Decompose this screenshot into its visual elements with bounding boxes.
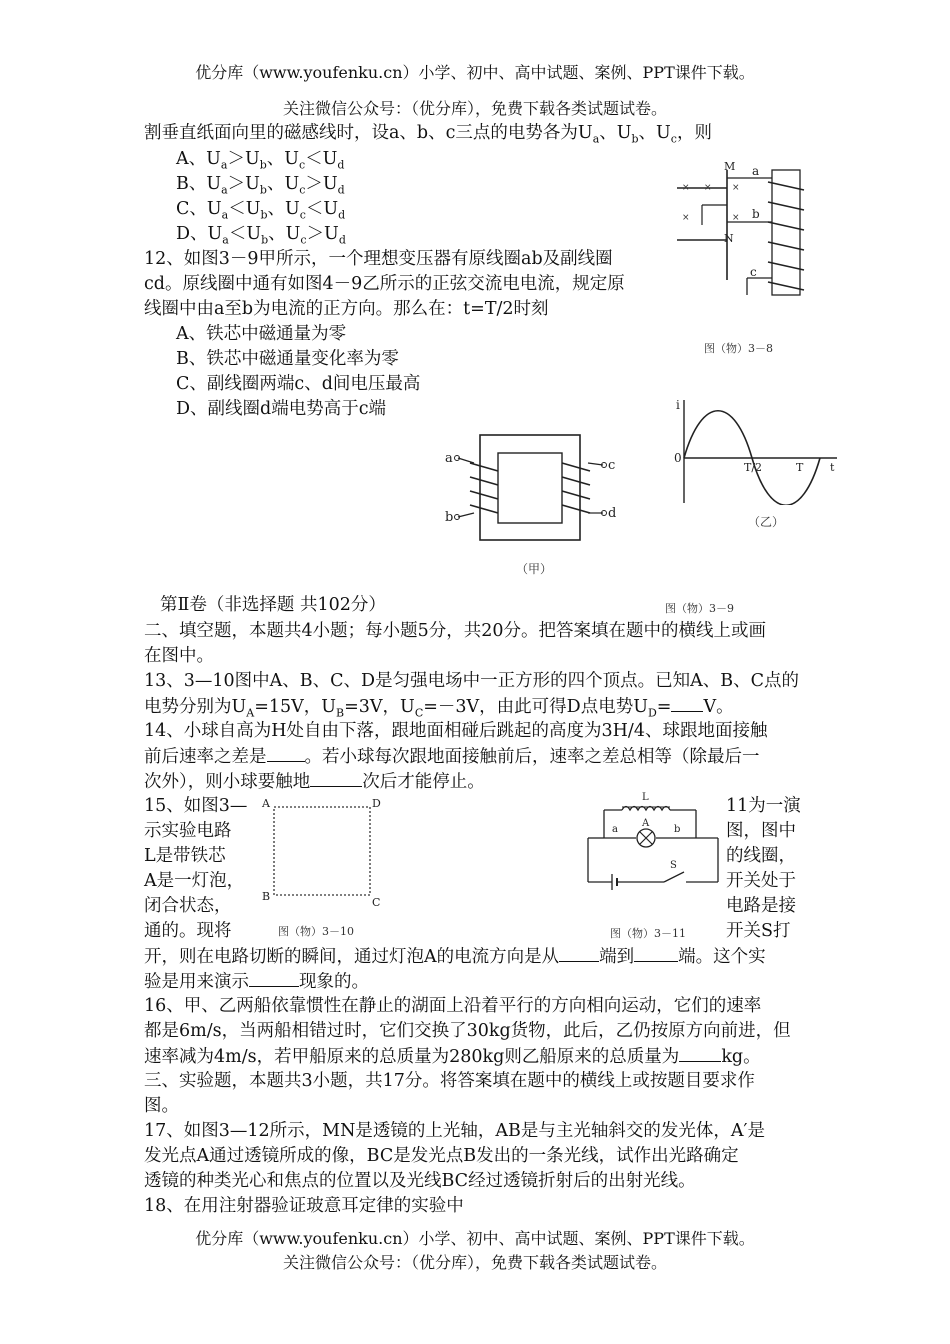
fig39-label-a: a xyxy=(445,451,453,466)
fig310-label-D: D xyxy=(372,797,381,810)
q15-right-6: 开关S打 xyxy=(726,921,791,941)
q15-left-6: 通的。现将 xyxy=(144,921,232,941)
q15-line-7: 开，则在电路切断的瞬间，通过灯泡A的电流方向是从 端到 端。这个实 xyxy=(144,947,766,967)
fig39-label-0: 0 xyxy=(674,451,682,465)
q17-line-3: 透镜的种类光心和焦点的位置以及光线BC经过透镜折射后的出射光线。 xyxy=(144,1171,696,1191)
sine-wave-chart xyxy=(672,395,842,505)
q15-right-2: 图，图中 xyxy=(726,821,796,841)
svg-text:×: × xyxy=(682,183,690,193)
fig311-label-a: a xyxy=(612,824,618,835)
fig38-label-b: b xyxy=(752,207,760,221)
header-line-2: 关注微信公众号：（优分库），免费下载各类试题试卷。 xyxy=(282,99,667,118)
section-3-line-1: 三、实验题，本题共3小题，共17分。将答案填在题中的横线上或按题目要求作 xyxy=(144,1071,755,1091)
fig38-label-a: a xyxy=(752,164,760,178)
q11-option-b: B、$U_a>U_b$、$U_c>U_d$ xyxy=(176,174,345,197)
q12-line-2: cd。原线圈中通有如图4－9乙所示的正弦交流电电流，规定原 xyxy=(144,274,625,294)
transformer-diagram xyxy=(440,425,620,555)
fig310-label-B: B xyxy=(262,890,271,903)
q12-line-1: 12、如图3－9甲所示，一个理想变压器有原线圈ab及副线圈 xyxy=(144,249,613,269)
fig310-caption: 图（物）3－10 xyxy=(278,925,354,938)
section-3-line-2: 图。 xyxy=(144,1096,179,1116)
figure-3-9-jia xyxy=(440,425,620,585)
fig39-label-c: c xyxy=(608,458,616,473)
q15-left-4: A是一灯泡， xyxy=(144,871,245,891)
q12-option-a: A、铁芯中磁通量为零 xyxy=(176,324,347,344)
fig38-label-c: c xyxy=(750,265,757,279)
q13-line-2: 电势分别为$U_A=15V$，$U_B=3V$，$U_C=-3V$，由此可得D点电势$U_D= V$。 xyxy=(144,697,734,720)
q14-line-3: 次外），则小球要触地 次后才能停止。 xyxy=(144,772,485,792)
fig39-label-t: t xyxy=(830,461,835,474)
q13-line-1: 13、3—10图中A、B、C、D是匀强电场中一正方形的四个顶点。已知A、B、C点的 xyxy=(144,671,799,691)
circuit-diagram xyxy=(584,790,724,895)
q15-answer-blank-3[interactable] xyxy=(249,970,299,987)
svg-text:×: × xyxy=(732,183,740,193)
fig39-caption: 图（物）3－9 xyxy=(665,602,734,615)
q15-right-4: 开关处于 xyxy=(726,871,796,891)
q15-right-1: 11为一演 xyxy=(726,796,801,816)
q16-answer-blank[interactable] xyxy=(679,1045,721,1062)
section-2-fill-line-2: 在图中。 xyxy=(144,646,214,666)
fig39-label-i: i xyxy=(676,398,680,412)
q15-answer-blank-1[interactable] xyxy=(559,945,599,962)
fig38-caption: 图（物）3－8 xyxy=(704,342,773,355)
q12-option-b: B、铁芯中磁通量变化率为零 xyxy=(176,349,399,369)
q16-line-1: 16、甲、乙两船依靠惯性在静止的湖面上沿着平行的方向相向运动，它们的速率 xyxy=(144,996,762,1016)
q15-left-5: 闭合状态， xyxy=(144,896,232,916)
q12-option-c: C、副线圈两端c、d间电压最高 xyxy=(176,374,421,394)
q15-right-3: 的线圈， xyxy=(726,846,796,866)
header-line-1: 优分库（www.youfenku.cn）小学、初中、高中试题、案例、PPT课件下载。 xyxy=(195,63,755,82)
q13-answer-blank[interactable] xyxy=(671,695,703,712)
fig311-caption: 图（物）3－11 xyxy=(610,927,686,940)
fig39-label-d: d xyxy=(608,506,617,521)
q14-answer-blank-2[interactable] xyxy=(310,770,362,787)
fig38-label-N: N xyxy=(724,232,734,245)
q11-option-a: A、$U_a>U_b$、$U_c<U_d$ xyxy=(176,149,345,172)
q15-left-1: 15、如图3— xyxy=(144,796,248,816)
q18-line-1: 18、在用注射器验证玻意耳定律的实验中 xyxy=(144,1196,464,1216)
svg-text:×: × xyxy=(682,213,690,223)
q17-line-1: 17、如图3—12所示，MN是透镜的上光轴，AB是与主光轴斜交的发光体，A′是 xyxy=(144,1121,766,1141)
figure-3-11 xyxy=(584,790,724,942)
q15-left-2: 示实验电路 xyxy=(144,821,232,841)
q16-line-2: 都是6m/s，当两船相错过时，它们交换了30kg货物，此后，乙仍按原方向前进，但 xyxy=(144,1021,791,1041)
fig311-label-lamp-A: A xyxy=(642,818,650,829)
q16-line-3: 速率减为4m/s，若甲船原来的总质量为280kg则乙船原来的总质量为 kg。 xyxy=(144,1047,761,1067)
q11-option-d: D、$U_a<U_b$、$U_c>U_d$ xyxy=(176,224,346,247)
svg-text:×: × xyxy=(732,213,740,223)
fig39-jia-caption: （甲） xyxy=(516,562,553,576)
q14-line-2: 前后速率之差是 。若小球每次跟地面接触前后，速率之差总相等（除最后一 xyxy=(144,747,760,767)
svg-text:×: × xyxy=(704,183,712,193)
q12-option-d: D、副线圈d端电势高于c端 xyxy=(176,399,387,419)
q15-answer-blank-2[interactable] xyxy=(634,945,678,962)
q17-line-2: 发光点A通过透镜所成的像，BC是发光点B发出的一条光线，试作出光路确定 xyxy=(144,1146,739,1166)
fig311-label-S: S xyxy=(670,860,677,871)
figure-3-9-yi xyxy=(672,395,842,530)
q15-right-5: 电路是接 xyxy=(726,896,796,916)
figure-3-8 xyxy=(672,160,812,360)
fig310-label-A: A xyxy=(262,797,270,810)
q12-line-3: 线圈中由a至b为电流的正方向。那么在：t=T/2时刻 xyxy=(144,299,549,319)
fig38-label-M: M xyxy=(724,160,736,173)
q14-line-1: 14、小球自高为H处自由下落，跟地面相碰后跳起的高度为3H/4、球跟地面接触 xyxy=(144,721,768,741)
q11-stem: 割垂直纸面向里的磁感线时，设a、b、c三点的电势各为$U_a$、$U_b$、$U_c$，则 xyxy=(144,123,712,146)
section-2-fill-line-1: 二、填空题，本题共4小题；每小题5分，共20分。把答案填在题中的横线上或画 xyxy=(144,621,767,641)
q11-option-c: C、$U_a<U_b$、$U_c<U_d$ xyxy=(176,199,346,222)
fig39-label-b: b xyxy=(445,510,454,525)
q14-answer-blank-1[interactable] xyxy=(267,745,305,762)
fig311-label-L: L xyxy=(642,792,649,803)
section-2-title: 第Ⅱ卷（非选择题 共102分） xyxy=(160,595,386,615)
square-diagram xyxy=(258,795,388,913)
fig39-label-half-period: T/2 xyxy=(744,461,763,474)
footer-line-2: 关注微信公众号：（优分库），免费下载各类试题试卷。 xyxy=(282,1253,667,1272)
figure-3-10 xyxy=(258,795,388,940)
coil-diagram xyxy=(672,160,812,300)
fig39-label-T: T xyxy=(796,461,804,474)
q15-line-8: 验是用来演示 现象的。 xyxy=(144,972,369,992)
footer-line-1: 优分库（www.youfenku.cn）小学、初中、高中试题、案例、PPT课件下载。 xyxy=(195,1229,755,1248)
fig311-label-b: b xyxy=(674,824,681,835)
fig310-label-C: C xyxy=(372,896,381,909)
fig39-yi-caption: （乙） xyxy=(748,515,785,529)
q15-left-3: L是带铁芯 xyxy=(144,846,226,866)
